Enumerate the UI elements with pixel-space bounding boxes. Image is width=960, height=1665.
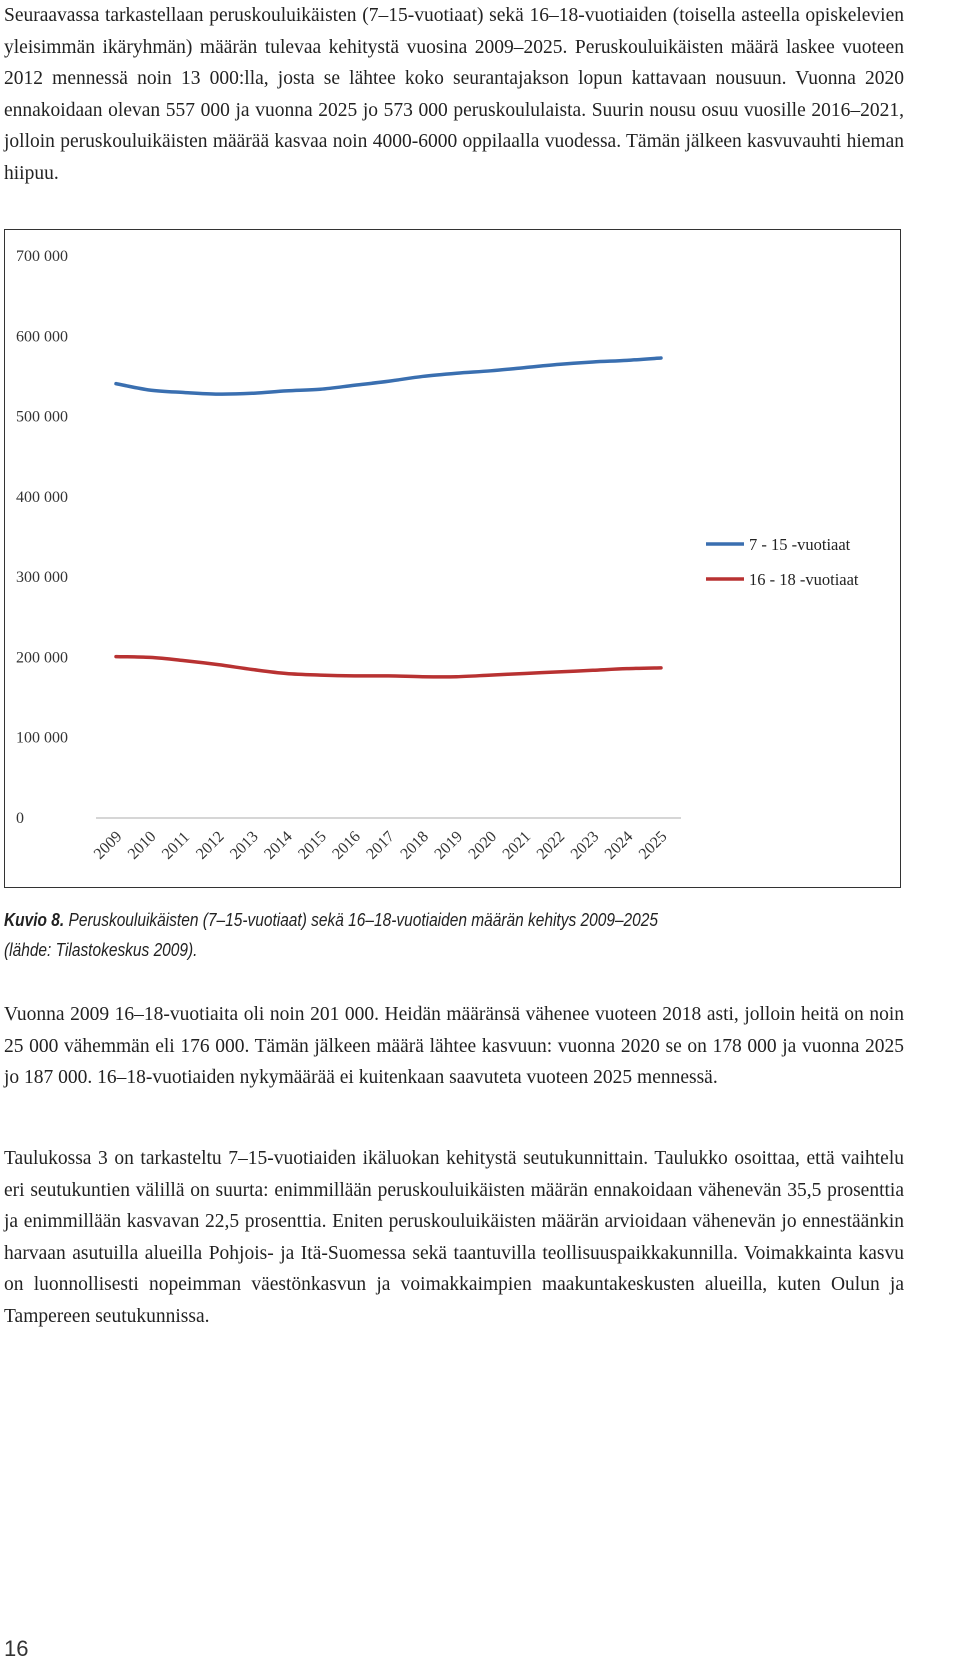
x-tick-label: 2018 [397, 828, 433, 863]
page-number: 16 [4, 1636, 29, 1661]
y-tick-label: 400 000 [16, 488, 68, 506]
y-tick-label: 100 000 [16, 729, 68, 747]
y-tick-label: 0 [16, 810, 24, 827]
series-line-2 [116, 657, 661, 677]
x-tick-label: 2010 [124, 828, 160, 863]
legend-label-1: 7 - 15 -vuotiaat [749, 535, 851, 554]
x-axis-ticks [91, 828, 671, 863]
x-tick-label: 2024 [601, 828, 637, 863]
x-tick-label: 2025 [635, 828, 671, 863]
x-tick-label: 2020 [465, 828, 501, 863]
chart-canvas [5, 230, 900, 887]
y-tick-label: 500 000 [16, 408, 68, 426]
figure-caption [4, 905, 898, 965]
x-tick-label: 2022 [533, 828, 569, 863]
caption-text: Peruskouluikäisten (7–15-vuotiaat) sekä 16–18-vuotiaiden määrän kehitys 2009–2025 [64, 910, 659, 930]
x-tick-label: 2013 [227, 828, 262, 863]
x-tick-label: 2021 [499, 828, 535, 863]
y-tick-label: 200 000 [16, 649, 68, 667]
series-line-1 [116, 358, 661, 394]
y-tick-label: 700 000 [16, 248, 68, 265]
x-tick-label: 2009 [90, 828, 126, 863]
chart-legend [706, 535, 859, 589]
body-paragraph-1: Seuraavassa tarkastellaan peruskouluikäisten (7–15-vuotiaat) sekä 16–18-vuotiaiden (toisella asteella opiskelevien yleisimmän ikäryhmän) määrän tulevaa kehitystä vuosina 2009–2025. Peruskouluikäisten määrä laskee vuoteen 2012 mennessä noin 13 000:lla, josta se lähtee koko seurantajakson lopun kattavaan nousuun. Vuonna 2020 ennakoidaan olevan 557 000 ja vuonna 2025 jo 573 000 peruskoululaista. Suurin nousu osuu vuosille 2016–2021, jolloin peruskouluikäisten määrää kasvaa noin 4000-6000 oppilaalla vuodessa. Tämän jälkeen kasvuvauhti hieman hiipuu. [4, 5, 904, 184]
y-tick-label: 300 000 [16, 569, 68, 587]
x-tick-label: 2014 [261, 828, 296, 863]
y-axis-ticks [16, 248, 68, 827]
body-paragraph-2: Vuonna 2009 16–18-vuotiaita oli noin 201 000. Heidän määränsä vähenee vuoteen 2018 asti, jolloin heitä on noin 25 000 vähemmän eli 176 000. Tämän jälkeen määrä lähtee kasvuun: vuonna 2020 se on 178 000 ja vuonna 2025 jo 187 000. 16–18-vuotiaiden nykymäärää ei kuitenkaan saavuteta vuoteen 2025 mennessä. [4, 1004, 904, 1088]
x-tick-label: 2011 [158, 828, 194, 863]
x-tick-label: 2012 [192, 828, 228, 863]
x-tick-label: 2016 [329, 828, 364, 863]
caption-source: (lähde: Tilastokeskus 2009). [4, 940, 198, 960]
x-tick-label: 2015 [295, 828, 330, 863]
body-paragraph-3: Taulukossa 3 on tarkasteltu 7–15-vuotiaiden ikäluokan kehitystä seutukunnittain. Taulukko osoittaa, että vaihtelu eri seutukuntien välillä on suurta: enimmillään peruskouluikäisten määrän ennakoidaan vähenevän 35,5 prosenttia ja enimmillään kasvavan 22,5 prosenttia. Eniten peruskouluikäisten määrän arvioidaan vähenevän jo ennestäänkin harvaan asutuilla alueilla Pohjois- ja Itä-Suomessa sekä taantuvilla teollisuuspaikkakunnilla. Voimakkainta kasvu on luonnollisesti nopeimman väestönkasvun ja voimakkaimpien maakuntakeskusten alueilla, kuten Oulun ja Tampereen seutukunnissa. [4, 1148, 904, 1327]
series-lines [116, 358, 661, 677]
line-chart [4, 229, 901, 888]
x-tick-label: 2017 [363, 828, 398, 863]
legend-label-2: 16 - 18 -vuotiaat [749, 570, 859, 589]
y-tick-label: 600 000 [16, 328, 68, 346]
x-tick-label: 2019 [431, 828, 467, 863]
caption-label: Kuvio 8. [4, 910, 65, 930]
x-tick-label: 2023 [567, 828, 603, 863]
